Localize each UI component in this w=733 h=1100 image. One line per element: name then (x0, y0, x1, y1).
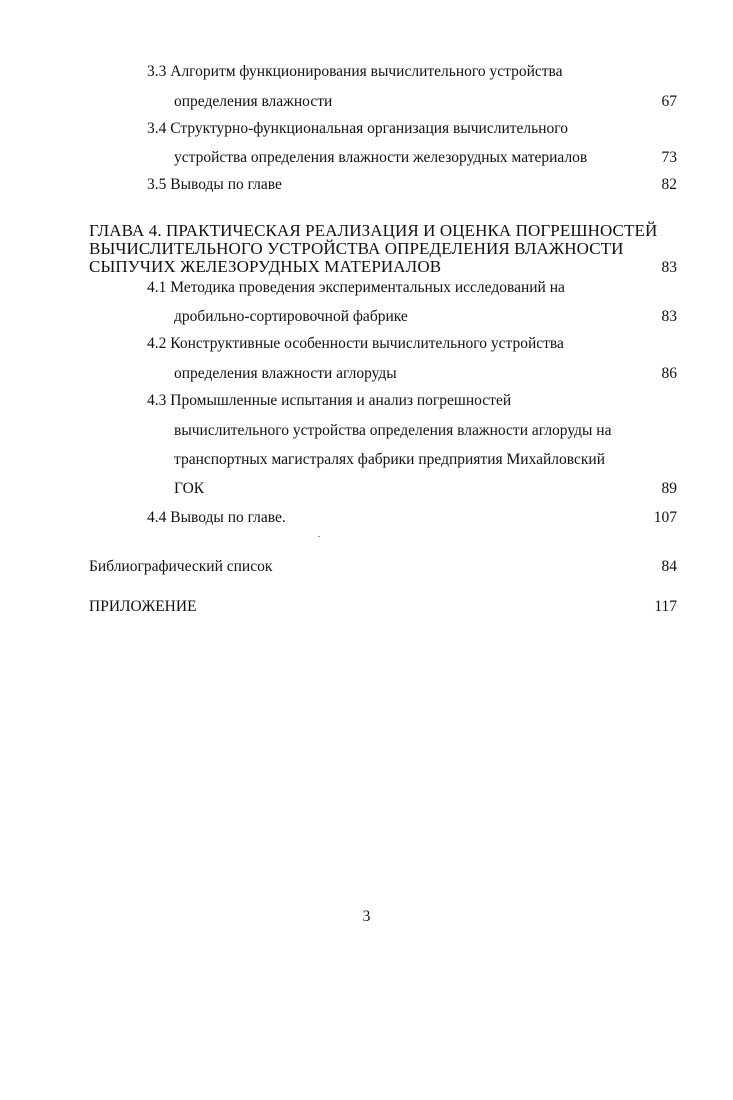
bibliography-page: 84 (661, 558, 677, 575)
toc-entry-4-4-page: 107 (653, 509, 677, 526)
toc-entry-4-1-line1: 4.1 Методика проведения экспериментальных исследований на (147, 279, 565, 296)
toc-entry-3-4-page: 73 (661, 149, 677, 166)
toc-entry-3-4-line2: устройства определения влажности железорудных материалов (174, 149, 588, 166)
toc-entry-4-2-page: 86 (661, 365, 677, 382)
bibliography-label: Библиографический список (89, 558, 273, 575)
appendix-page: 117 (654, 598, 677, 615)
chapter-4-title-line3: СЫПУЧИХ ЖЕЛЕЗОРУДНЫХ МАТЕРИАЛОВ (89, 257, 442, 276)
toc-entry-4-4-label: 4.4 Выводы по главе. (147, 509, 286, 526)
toc-entry-4-1-line2: дробильно-сортировочной фабрике (174, 308, 408, 325)
toc-entry-3-5-page: 82 (661, 176, 677, 193)
chapter-4-title-line1: ГЛАВА 4. ПРАКТИЧЕСКАЯ РЕАЛИЗАЦИЯ И ОЦЕНКА ПОГРЕШНОСТЕЙ (89, 221, 658, 240)
chapter-4-title-line2: ВЫЧИСЛИТЕЛЬНОГО УСТРОЙСТВА ОПРЕДЕЛЕНИЯ ВЛАЖНОСТИ (89, 239, 624, 258)
toc-entry-3-4-line1: 3.4 Структурно-функциональная организация вычислительного (147, 120, 568, 137)
toc-entry-4-3-page: 89 (661, 480, 677, 497)
page-number: 3 (362, 908, 371, 925)
chapter-4-page: 83 (661, 259, 677, 276)
toc-entry-4-3-line3: транспортных магистралях фабрики предприятия Михайловский (174, 451, 606, 468)
toc-entry-4-2-line1: 4.2 Конструктивные особенности вычислительного устройства (147, 335, 564, 352)
toc-entry-3-3-line2: определения влажности (174, 93, 333, 110)
toc-entry-4-1-page: 83 (661, 308, 677, 325)
toc-entry-4-3-line2: вычислительного устройства определения влажности аглоруды на (174, 422, 612, 439)
toc-entry-4-3-line1: 4.3 Промышленные испытания и анализ погрешностей (147, 392, 512, 409)
toc-entry-3-5-label: 3.5 Выводы по главе (147, 176, 282, 193)
appendix-label: ПРИЛОЖЕНИЕ (89, 598, 197, 615)
speck (318, 536, 320, 537)
toc-entry-3-3-page: 67 (661, 93, 677, 110)
toc-entry-4-3-line4: ГОК (174, 480, 205, 497)
toc-entry-4-2-line2: определения влажности аглоруды (174, 365, 397, 382)
toc-entry-3-3-line1: 3.3 Алгоритм функционирования вычислительного устройства (147, 63, 563, 80)
